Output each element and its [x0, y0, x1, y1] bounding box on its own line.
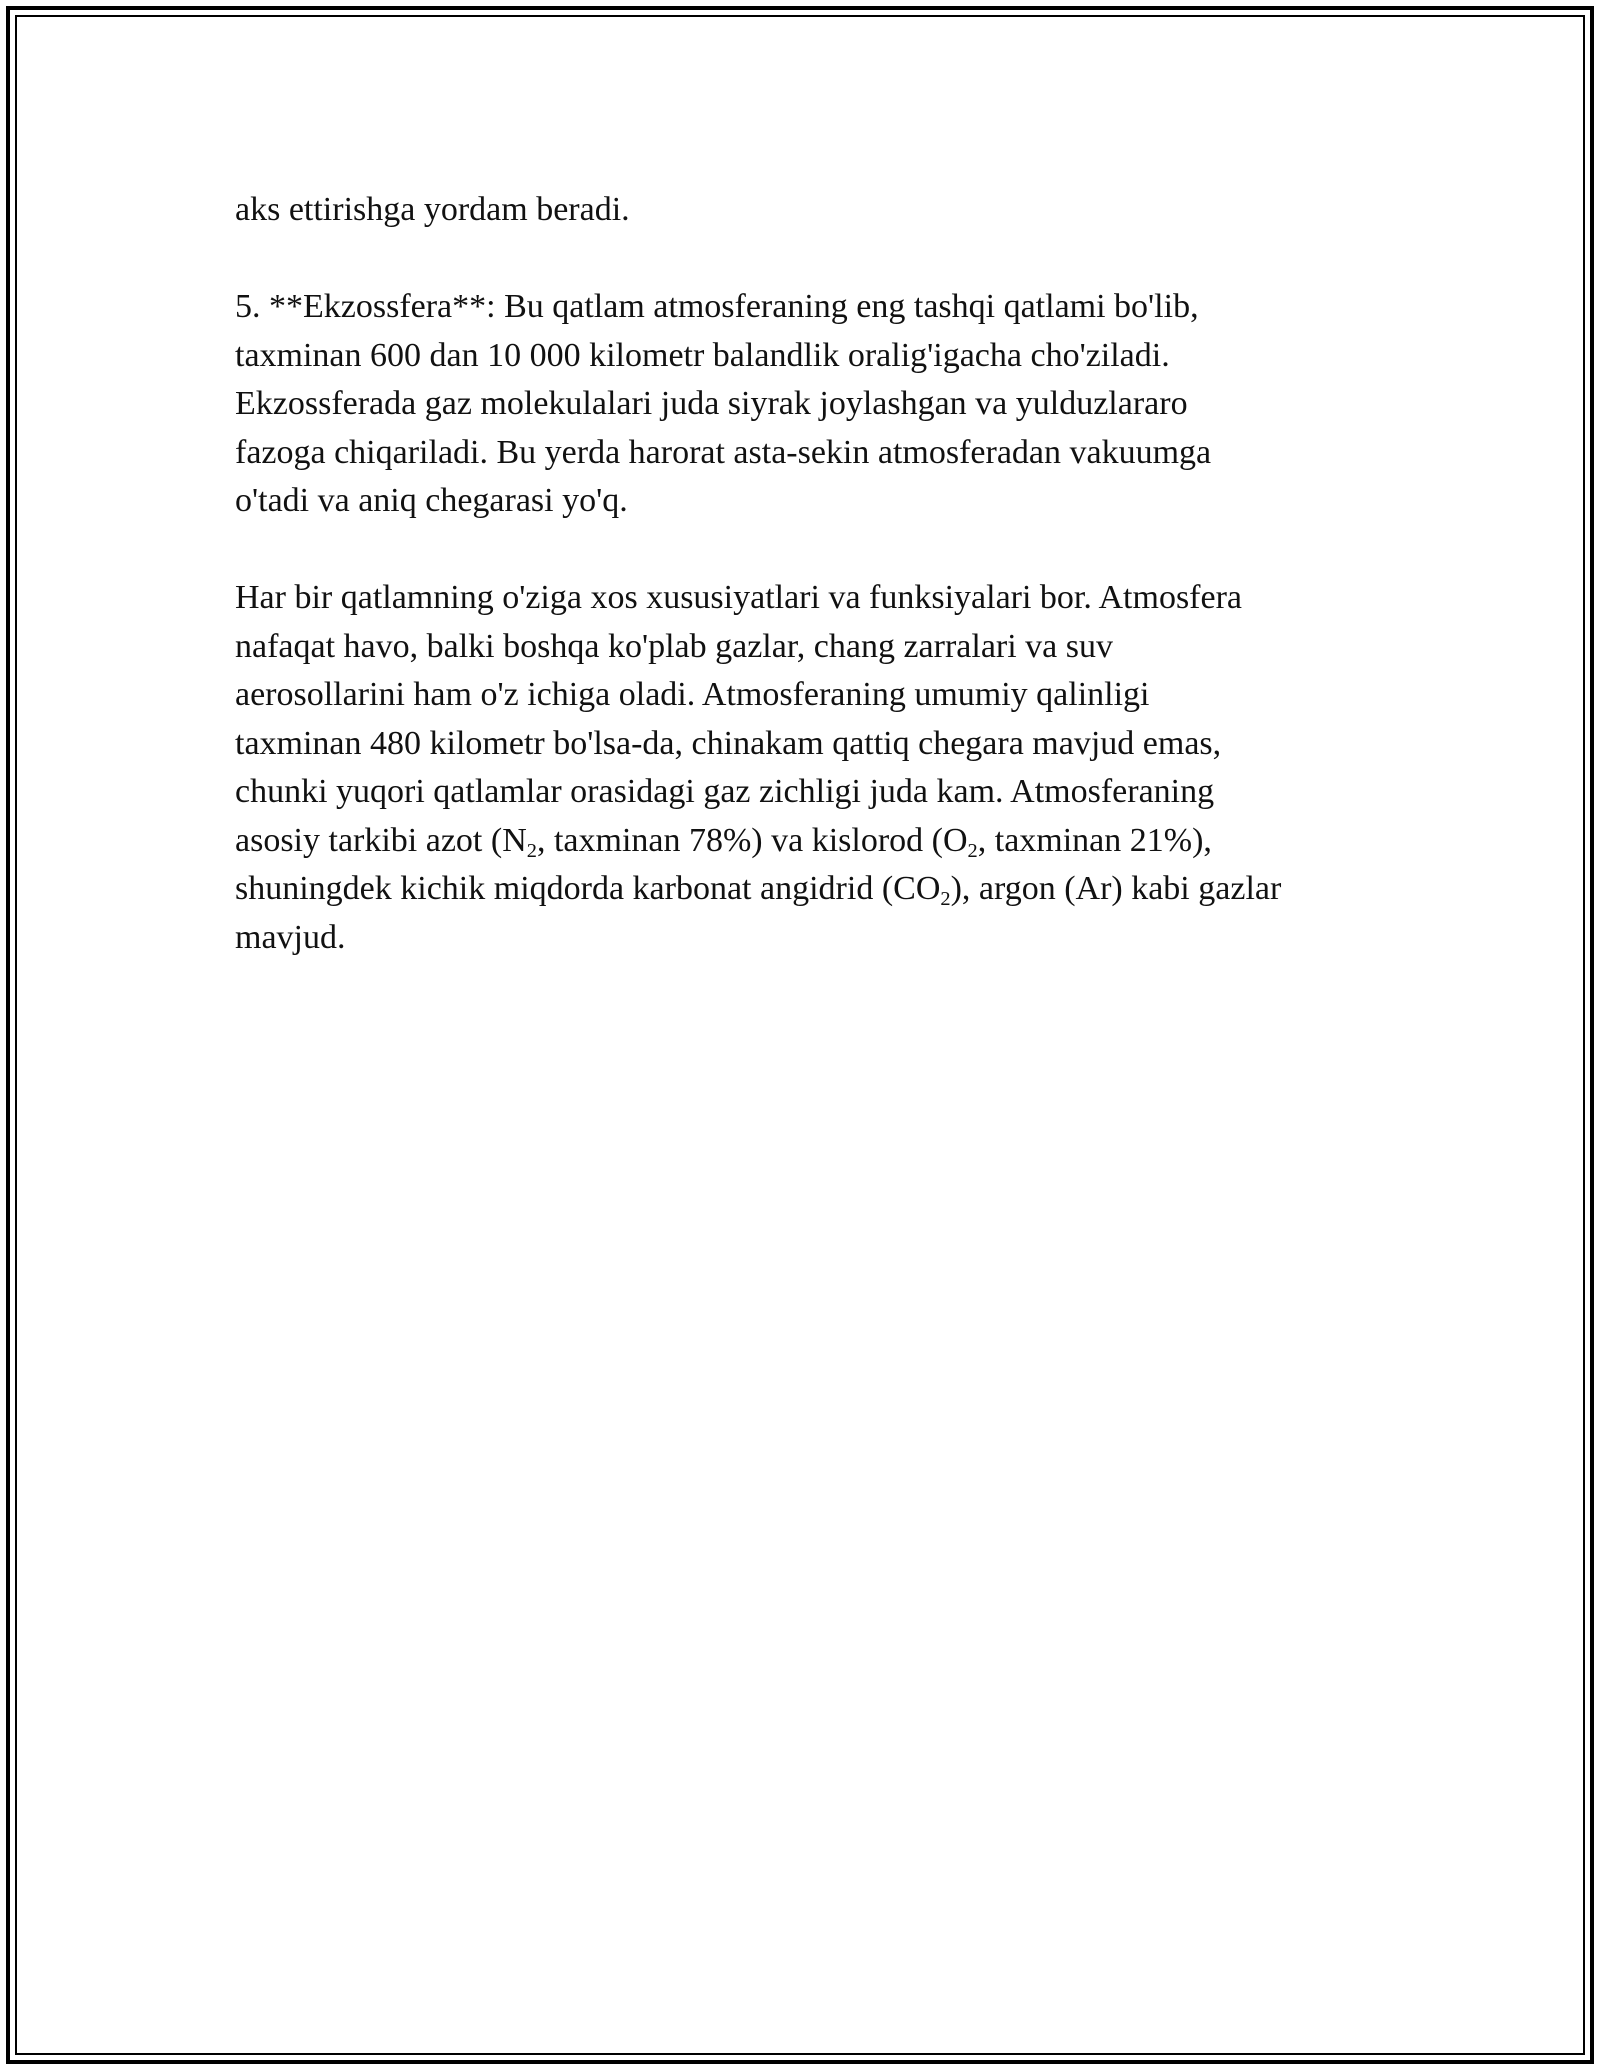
subscript: 2 [526, 839, 537, 862]
paragraph-summary [235, 574, 1385, 962]
text-line: taxminan 480 kilometr bo'lsa-da, chinakam qattiq chegara mavjud emas, [235, 724, 1222, 762]
document-body [235, 186, 1385, 1011]
text-line: taxminan 600 dan 10 000 kilometr balandlik oralig'igacha cho'ziladi. [235, 336, 1170, 374]
subscript: 2 [967, 839, 978, 862]
text-line: chunki yuqori qatlamlar orasidagi gaz zichligi juda kam. Atmosferaning [235, 773, 1215, 810]
text-line: fazoga chiqariladi. Bu yerda harorat asta-sekin atmosferadan vakuumga [235, 433, 1212, 471]
text-line: 5. **Ekzossfera**: Bu qatlam atmosferaning eng tashqi qatlami bo'lib, [235, 288, 1199, 325]
text-line: aerosollarini ham o'z ichiga oladi. Atmosferaning umumiy qalinligi [235, 676, 1150, 713]
text-line-composition [235, 817, 1385, 866]
text-fragment: , taxminan 78%) va kislorod (O [536, 821, 968, 859]
text-fragment: asosiy tarkibi azot (N [235, 821, 527, 859]
text-line: Ekzossferada gaz molekulalari juda siyrak joylashgan va yulduzlararo [235, 385, 1188, 422]
text-fragment: shuningdek kichik miqdorda karbonat angidrid (CO [235, 870, 941, 907]
text-line: nafaqat havo, balki boshqa ko'plab gazlar, chang zarralari va suv [235, 627, 1114, 665]
text-line: aks ettirishga yordam beradi. [235, 191, 630, 228]
paragraph-exosphere [235, 283, 1385, 526]
subscript: 2 [940, 888, 951, 911]
text-line-co2 [235, 865, 1385, 914]
paragraph-continuation [235, 186, 1385, 235]
text-fragment: ), argon (Ar) kabi gazlar [950, 870, 1282, 907]
text-fragment: , taxminan 21%), [977, 821, 1212, 859]
text-line: mavjud. [235, 918, 346, 956]
text-line: o'tadi va aniq chegarasi yo'q. [235, 482, 628, 519]
text-line: Har bir qatlamning o'ziga xos xususiyatlari va funksiyalari bor. Atmosfera [235, 579, 1243, 616]
